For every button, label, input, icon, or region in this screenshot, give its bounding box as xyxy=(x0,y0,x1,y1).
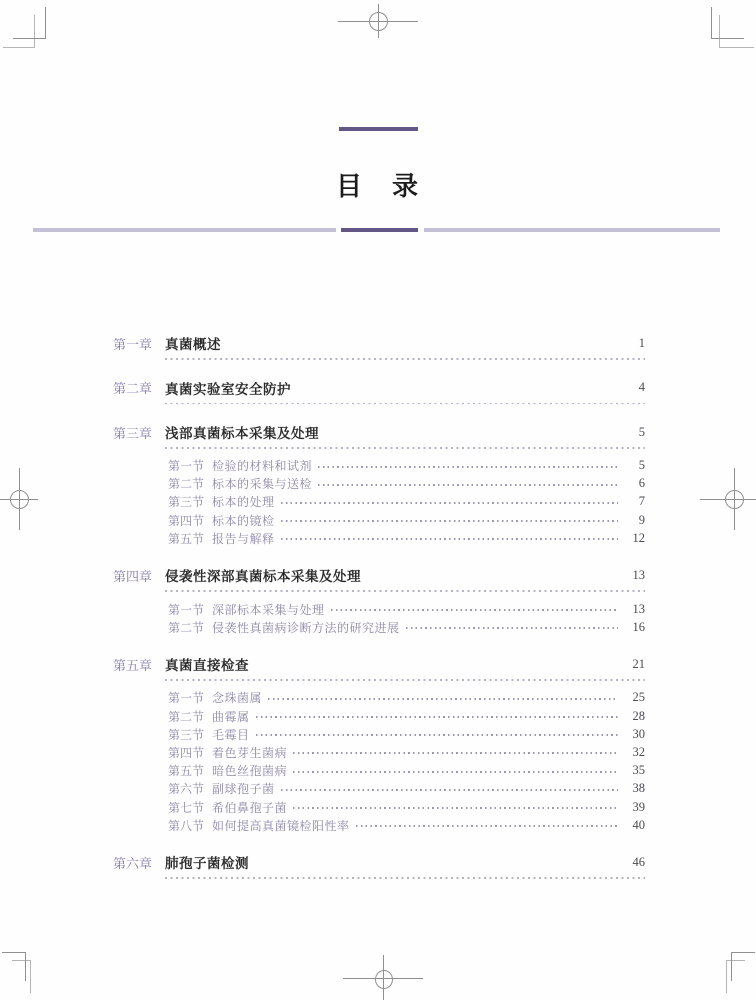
section-title: 标本的镜检 xyxy=(212,513,275,528)
crop-mark-top-left-inner xyxy=(3,15,35,48)
section-title: 侵袭性真菌病诊断方法的研究进展 xyxy=(212,620,400,635)
section-number-label: 第一节 xyxy=(168,602,205,617)
registration-mark-top-center xyxy=(338,4,418,38)
chapter-row xyxy=(113,378,645,398)
section-list xyxy=(113,689,645,835)
chapter-page-number: 13 xyxy=(632,567,645,582)
dot-leader xyxy=(356,825,618,827)
dot-leader xyxy=(293,807,618,809)
chapter-title: 真菌直接检查 xyxy=(165,658,249,674)
section-number-label: 第一节 xyxy=(168,459,205,474)
chapter-number-label: 第三章 xyxy=(113,425,153,441)
mark-circle xyxy=(369,12,388,31)
chapter-row xyxy=(113,422,645,442)
toc-chapter-entry xyxy=(113,852,645,879)
section-number-label: 第六节 xyxy=(168,782,205,797)
section-number-label: 第五节 xyxy=(168,531,205,546)
chapter-title: 真菌实验室安全防护 xyxy=(165,381,291,397)
section-number-label: 第八节 xyxy=(168,818,205,833)
toc-section-entry xyxy=(168,689,645,707)
toc-chapter-entry xyxy=(113,422,645,547)
chapter-number-label: 第二章 xyxy=(113,381,153,396)
section-number-label: 第三节 xyxy=(168,495,205,510)
page-title: 目 录 xyxy=(335,172,420,201)
chapter-title: 真菌概述 xyxy=(165,337,221,352)
dot-leader xyxy=(281,502,618,504)
section-page-number: 30 xyxy=(632,726,645,741)
section-page-number: 9 xyxy=(638,512,645,527)
section-number-label: 第四节 xyxy=(168,745,205,760)
toc-list xyxy=(113,333,645,897)
chapter-divider-dashed xyxy=(165,447,645,449)
toc-section-entry xyxy=(168,707,645,725)
chapter-page-number: 21 xyxy=(632,656,645,671)
dot-leader xyxy=(268,698,618,700)
chapter-page-number: 1 xyxy=(638,335,645,350)
section-page-number: 13 xyxy=(632,601,645,616)
crop-mark-bottom-left-inner xyxy=(12,960,31,993)
dot-leader xyxy=(281,538,618,540)
registration-mark-bottom-center xyxy=(343,955,423,1000)
section-page-number: 28 xyxy=(632,708,645,723)
chapter-divider-dashed xyxy=(165,679,645,681)
dot-leader xyxy=(293,752,618,754)
divider-bar-center xyxy=(341,228,418,232)
dot-leader xyxy=(293,771,618,773)
section-page-number: 16 xyxy=(632,619,645,634)
crop-mark-top-right-inner xyxy=(719,15,754,48)
dot-leader xyxy=(318,484,618,486)
toc-section-entry xyxy=(168,618,645,636)
dot-leader xyxy=(256,734,618,736)
section-number-label: 第五节 xyxy=(168,764,205,779)
chapter-row xyxy=(113,333,645,353)
title-accent-bar-top xyxy=(339,127,418,131)
chapter-number-label: 第五章 xyxy=(113,657,153,673)
section-page-number: 39 xyxy=(632,799,645,814)
section-page-number: 35 xyxy=(632,763,645,778)
chapter-row xyxy=(113,852,645,872)
section-title: 标本的处理 xyxy=(212,495,275,510)
toc-section-entry xyxy=(168,511,645,529)
dot-leader xyxy=(281,520,618,522)
section-title: 曲霉属 xyxy=(212,709,250,724)
divider-bar-right xyxy=(424,228,720,232)
divider-bar-left xyxy=(33,228,336,232)
section-number-label: 第七节 xyxy=(168,800,205,815)
toc-section-entry xyxy=(168,529,645,547)
section-page-number: 32 xyxy=(632,744,645,759)
chapter-title: 肺孢子菌检测 xyxy=(165,856,249,872)
mark-circle xyxy=(725,490,744,509)
toc-section-entry xyxy=(168,762,645,780)
section-title: 毛霉目 xyxy=(212,727,250,742)
toc-section-entry xyxy=(168,457,645,475)
toc-section-entry xyxy=(168,743,645,761)
toc-chapter-entry xyxy=(113,654,645,834)
section-number-label: 第二节 xyxy=(168,477,205,492)
section-number-label: 第三节 xyxy=(168,727,205,742)
section-number-label: 第一节 xyxy=(168,691,205,706)
mark-circle xyxy=(10,490,29,509)
chapter-page-number: 5 xyxy=(638,424,645,439)
dot-leader xyxy=(331,609,618,611)
toc-chapter-entry xyxy=(113,378,645,405)
section-list xyxy=(113,457,645,548)
toc-section-entry xyxy=(168,816,645,834)
chapter-row xyxy=(113,654,645,674)
section-number-label: 第四节 xyxy=(168,513,205,528)
section-title: 着色芽生菌病 xyxy=(212,745,288,760)
section-page-number: 12 xyxy=(632,530,645,545)
dot-leader xyxy=(406,627,618,629)
section-title: 深部标本采集与处理 xyxy=(212,602,325,617)
section-title: 暗色丝孢菌病 xyxy=(212,764,288,779)
section-page-number: 40 xyxy=(632,817,645,832)
section-title: 检验的材料和试剂 xyxy=(212,459,313,474)
toc-section-entry xyxy=(168,493,645,511)
section-number-label: 第二节 xyxy=(168,620,205,635)
section-page-number: 38 xyxy=(632,781,645,796)
toc-section-entry xyxy=(168,798,645,816)
section-page-number: 25 xyxy=(632,690,645,705)
section-title: 副球孢子菌 xyxy=(212,782,275,797)
dot-leader xyxy=(318,466,618,468)
section-page-number: 6 xyxy=(638,476,645,491)
chapter-number-label: 第一章 xyxy=(113,336,153,352)
section-page-number: 7 xyxy=(638,494,645,509)
chapter-title: 浅部真菌标本采集及处理 xyxy=(165,426,319,441)
section-list xyxy=(113,600,645,636)
mark-circle xyxy=(375,970,393,989)
chapter-divider-dashed xyxy=(165,877,645,879)
chapter-divider-dashed xyxy=(165,358,645,360)
section-title: 念珠菌属 xyxy=(212,691,263,706)
chapter-row xyxy=(113,565,645,585)
chapter-title: 侵袭性深部真菌标本采集及处理 xyxy=(165,569,361,585)
section-page-number: 5 xyxy=(638,458,645,473)
chapter-divider-dashed xyxy=(165,590,645,592)
toc-section-entry xyxy=(168,475,645,493)
section-number-label: 第二节 xyxy=(168,709,205,724)
toc-section-entry xyxy=(168,600,645,618)
toc-section-entry xyxy=(168,780,645,798)
section-title: 如何提高真菌镜检阳性率 xyxy=(212,818,350,833)
section-title: 报告与解释 xyxy=(212,531,275,546)
registration-mark-left-middle xyxy=(0,468,38,530)
section-title: 希伯鼻孢子菌 xyxy=(212,800,288,815)
chapter-page-number: 4 xyxy=(638,380,645,394)
toc-chapter-entry xyxy=(113,333,645,360)
dot-leader xyxy=(256,716,618,718)
chapter-divider-dashed xyxy=(165,403,645,405)
chapter-page-number: 46 xyxy=(632,854,645,869)
toc-chapter-entry xyxy=(113,565,645,636)
chapter-number-label: 第四章 xyxy=(113,568,153,584)
crop-mark-bottom-right-inner xyxy=(726,960,745,993)
chapter-number-label: 第六章 xyxy=(113,855,153,871)
section-title: 标本的采集与送检 xyxy=(212,477,313,492)
dot-leader xyxy=(281,789,618,791)
toc-section-entry xyxy=(168,725,645,743)
registration-mark-right-middle xyxy=(700,468,756,530)
